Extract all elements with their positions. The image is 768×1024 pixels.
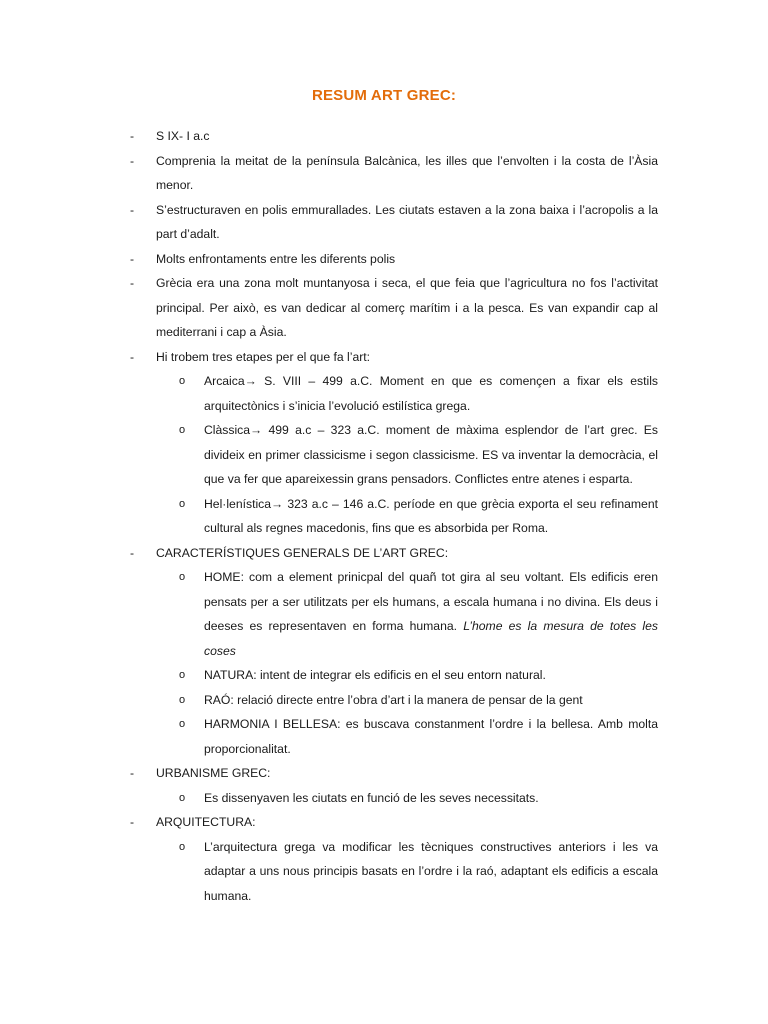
dash-marker: - [130,815,135,829]
sub-item-text: Es dissenyaven les ciutats en funció de les seves necessitats. [204,790,539,805]
bullet-marker: o [179,669,186,681]
sub-list-item [130,418,658,492]
list-item [130,271,658,345]
sub-item-text: RAÓ: relació directe entre l’obra d’art i la manera de pensar de la gent [204,692,583,707]
list-item [130,149,658,198]
bullet-marker: o [179,571,186,583]
sub-item-text: Clàssica→ 499 a.c – 323 a.C. moment de màxima esplendor de l’art grec. Es divideix en primer classicisme i segon classicisme. ES va inventar la democràcia, el que va fer que apareixessin grans pensadors. Conflictes entre atenes i esparta. [204,423,658,486]
document-title: RESUM ART GREC: [311,87,457,104]
bullet-marker: o [179,693,186,706]
list-item [130,810,658,835]
list-item [130,247,658,272]
sub-list-item [130,663,658,688]
sub-list-item [130,492,658,541]
dash-marker: - [130,276,135,290]
dash-marker: - [130,545,135,560]
sub-item-text: Arcaica→ S. VIII – 499 a.C. Moment en que es començen a fixar els estils arquitectònics i s’inicia l’evolució estilística grega. [204,374,658,413]
dash-marker: - [130,153,135,168]
sub-item-text: Hel·lenística→ 323 a.c – 146 a.C. període en que grècia exporta el seu refinament cultural als regnes macedonis, fins que es absorbida per Roma. [204,496,658,535]
list-item [130,345,658,370]
sub-list-item [130,565,658,663]
bullet-marker: o [179,840,186,853]
sub-list-item [130,786,658,811]
sub-item-text: HARMONIA I BELLESA: es buscava constanment l’ordre i la bellesa. Amb molta proporcionalitat. [204,717,658,756]
list-item-text: S IX- I a.c [156,129,210,143]
bullet-marker: o [179,375,186,387]
dash-marker: - [130,251,135,266]
list-item-text: ARQUITECTURA: [156,815,256,829]
sub-list-item [130,369,658,418]
list-item-text: URBANISME GREC: [156,766,271,780]
dash-marker: - [130,129,135,143]
bullet-marker: o [179,791,186,804]
list-item [130,761,658,786]
list-item-text: CARACTERÍSTIQUES GENERALS DE L’ART GREC: [156,545,449,560]
sub-list-item [130,688,658,713]
italic-quote: L’home es la mesura de totes les coses [204,619,658,658]
list-item [130,198,658,247]
sub-list-item [130,712,658,761]
sub-item-text: HOME: com a element prinicpal del quañ tot gira al seu voltant. Els edificis eren pensats per a ser utilitzats per els humans, a escala humana i no divina. Els deus i deeses es representaven en forma humana. [204,570,658,633]
dash-marker: - [130,202,135,217]
bullet-marker: o [179,718,186,730]
list-item-text: S’estructuraven en polis emmurallades. Les ciutats estaven a la zona baixa i l’acropolis a la part d’adalt. [156,202,658,241]
list-item-text: Hi trobem tres etapes per el que fa l’art: [156,349,371,364]
sub-item-text: L’arquitectura grega va modificar les tècniques constructives anteriors i les va adaptar a uns nous principis basats en l’ordre i la raó, adaptant els edificis a escala humana. [204,839,658,903]
list-item [130,124,658,149]
bullet-marker: o [179,497,186,510]
list-item-text: Comprenia la meitat de la península Balcànica, les illes que l’envolten i la costa de l’Àsia menor. [156,153,658,192]
dash-marker: - [130,349,135,364]
document-body [130,124,658,908]
bullet-marker: o [179,424,186,436]
sub-item-text: NATURA: intent de integrar els edificis en el seu entorn natural. [204,668,546,682]
list-item-text: Molts enfrontaments entre les diferents polis [156,251,396,266]
dash-marker: - [130,766,135,780]
list-item-text: Grècia era una zona molt muntanyosa i seca, el que feia que l’agricultura no fos l’activitat principal. Per això, es van dedicar al comerç marítim i a la pesca. Es van expandir cap al mediterrani i cap a Àsia. [156,276,658,339]
sub-list-item [130,835,658,909]
list-item [130,541,658,566]
